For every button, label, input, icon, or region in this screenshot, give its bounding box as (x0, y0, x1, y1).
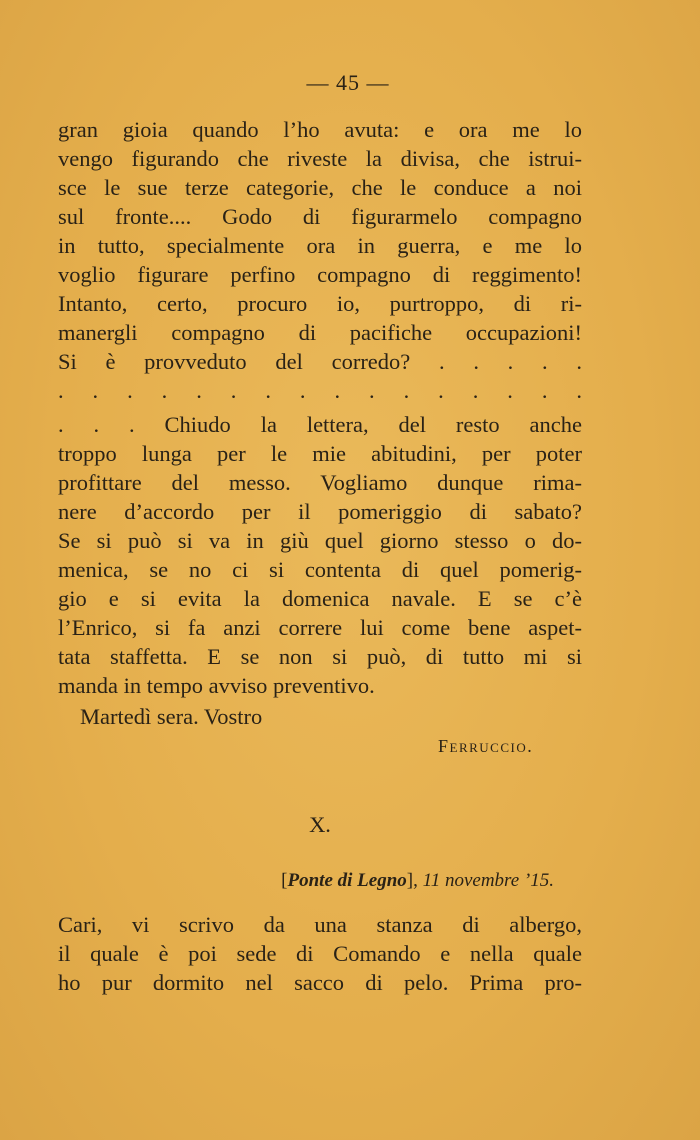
text-line: profittare del messo. Vogliamo dunque rima- (58, 470, 582, 495)
text-line: Cari, vi scrivo da una stanza di albergo, (58, 912, 582, 937)
signature: Ferruccio. (438, 736, 534, 756)
text-line: tata staffetta. E se non si può, di tutto mi si (58, 644, 582, 669)
text-line: in tutto, specialmente ora in guerra, e me lo (58, 233, 582, 258)
dateline-date: 11 novembre ’15. (417, 870, 554, 891)
dateline (58, 870, 554, 892)
text-line: manergli compagno di pacifiche occupazioni! (58, 320, 582, 345)
text-line: voglio figurare perfino compagno di reggimento! (58, 262, 582, 287)
text-line: troppo lunga per le mie abitudini, per poter (58, 441, 582, 466)
ellipsis-dots-row: . . . . . . . . . . . . . . . . (58, 378, 582, 403)
dateline-close-bracket: ], (406, 870, 418, 891)
text-line: . . . Chiudo la lettera, del resto anche (58, 412, 582, 437)
text-line: Si è provveduto del corredo? . . . . . (58, 349, 582, 374)
paragraph-3 (58, 910, 582, 997)
dateline-open-bracket: [ (281, 870, 288, 891)
text-line: manda in tempo avviso preventivo. (58, 673, 375, 698)
paragraph-2 (58, 410, 582, 700)
paragraph-1 (58, 115, 582, 405)
text-line: menica, se no ci si contenta di quel pomerig- (58, 557, 582, 582)
page-number: — 45 — (306, 70, 390, 95)
text-line: vengo figurando che riveste la divisa, che istrui- (58, 146, 582, 171)
text-line: gran gioia quando l’ho avuta: e ora me lo (58, 117, 582, 142)
text-line: l’Enrico, si fa anzi correre lui come bene aspet- (58, 615, 582, 640)
text-line: nere d’accordo per il pomeriggio di sabato? (58, 499, 582, 524)
text-line: Intanto, certo, procuro io, purtroppo, di ri- (58, 291, 582, 316)
text-line: ho pur dormito nel sacco di pelo. Prima pro- (58, 970, 582, 995)
text-line: il quale è poi sede di Comando e nella quale (58, 941, 582, 966)
section-number: X. (309, 812, 331, 837)
text-line: gio e si evita la domenica navale. E se c’è (58, 586, 582, 611)
text-line: sce le sue terze categorie, che le conduce a noi (58, 175, 582, 200)
dateline-place: Ponte di Legno (287, 870, 407, 891)
text-line: sul fronte.... Godo di figurarmelo compagno (58, 204, 582, 229)
letter-closing: Martedì sera. Vostro (80, 704, 263, 729)
text-line: Se si può si va in giù quel giorno stesso o do- (58, 528, 582, 553)
